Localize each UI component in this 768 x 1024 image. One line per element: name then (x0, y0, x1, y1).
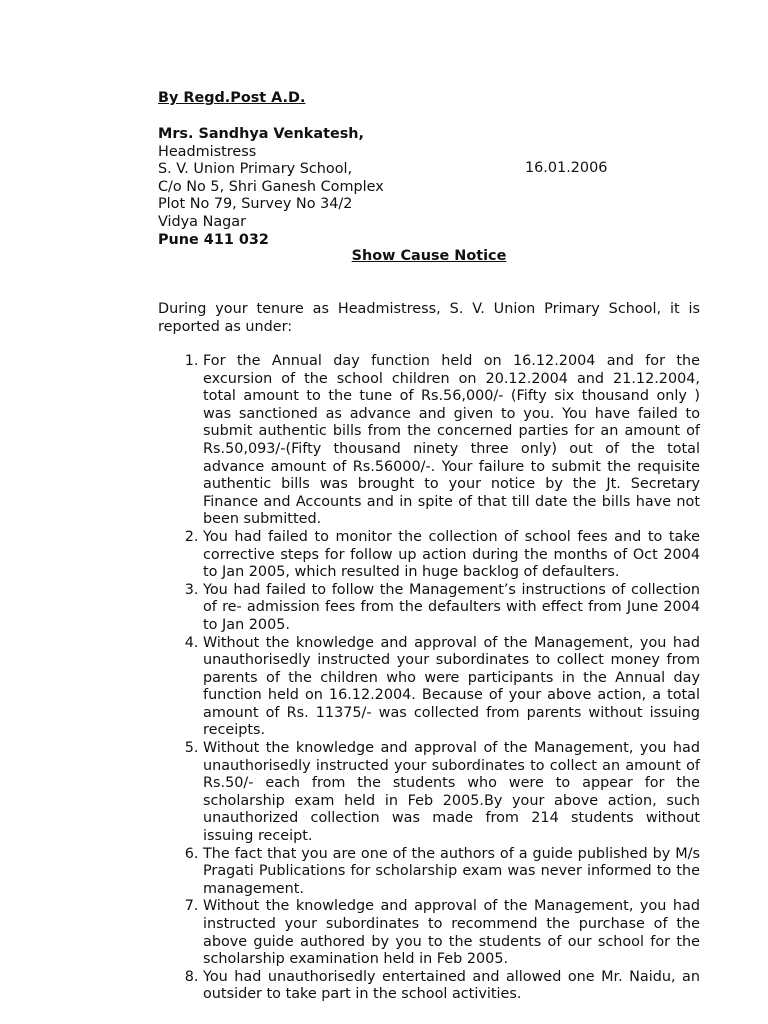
list-item: 7. Without the knowledge and approval of the Management, you had instructed your subordinates to recommend the purchase of the above guide authored by you to the students of our school for the scholarship examination held in Feb 2005. (203, 898, 700, 968)
list-item: 8. You had unauthorisedly entertained and allowed one Mr. Naidu, an outsider to take part in the school activities. (203, 969, 700, 1004)
delivery-mode-heading: By Regd.Post A.D. (158, 90, 306, 106)
recipient-designation: Headmistress (158, 143, 257, 160)
list-item: 5. Without the knowledge and approval of the Management, you had unauthorisedly instructed your subordinates to collect an amount of Rs.50/- each from the students who were to appear for the scholarship exam held in Feb 2005.By your above action, such unauthorized collection was made from 214 students without issuing receipt. (203, 740, 700, 846)
list-item: 3. You had failed to follow the Management’s instructions of collection of re- admission fees from the defaulters with effect from June 2004 to Jan 2005. (203, 582, 700, 635)
recipient-name: Mrs. Sandhya Venkatesh, (158, 126, 364, 142)
recipient-address-line: Plot No 79, Survey No 34/2 (158, 196, 353, 213)
recipient-address-block (158, 126, 618, 249)
recipient-city-pin: Pune 411 032 (158, 231, 269, 248)
list-item: 6. The fact that you are one of the authors of a guide published by M/s Pragati Publications for scholarship exam was never informed to the management. (203, 846, 700, 899)
recipient-address-line: Vidya Nagar (158, 213, 247, 230)
list-item: 2. You had failed to monitor the collection of school fees and to take corrective steps for follow up action during the months of Oct 2004 to Jan 2005, which resulted in huge backlog of defaulters. (203, 529, 700, 582)
intro-paragraph: During your tenure as Headmistress, S. V. Union Primary School, it is reported as under: (158, 301, 700, 335)
recipient-address-line: C/o No 5, Shri Ganesh Complex (158, 178, 384, 195)
allegation-list (158, 353, 700, 1004)
document-title: Show Cause Notice (351, 248, 507, 264)
list-item: 1. For the Annual day function held on 16.12.2004 and for the excursion of the school children on 20.12.2004 and 21.12.2004, total amount to the tune of Rs.56,000/- (Fifty six thousand only ) was sanctioned as advance and given to you. You have failed to submit authentic bills from the concerned parties for an amount of Rs.50,093/-(Fifty thousand ninety three only) out of the total advance amount of Rs.56000/-. Your failure to submit the requisite authentic bills was brought to your notice by the Jt. Secretary Finance and Accounts and in spite of that till date the bills have not been submitted. (203, 353, 700, 529)
list-item: 4. Without the knowledge and approval of the Management, you had unauthorisedly instructed your subordinates to collect money from parents of the children who were participants in the Annual day function held on 16.12.2004. Because of your above action, a total amount of Rs. 11375/- was collected from parents without issuing receipts. (203, 635, 700, 741)
letter-date: 16.01.2006 (525, 160, 608, 176)
recipient-school: S. V. Union Primary School, (158, 161, 353, 178)
